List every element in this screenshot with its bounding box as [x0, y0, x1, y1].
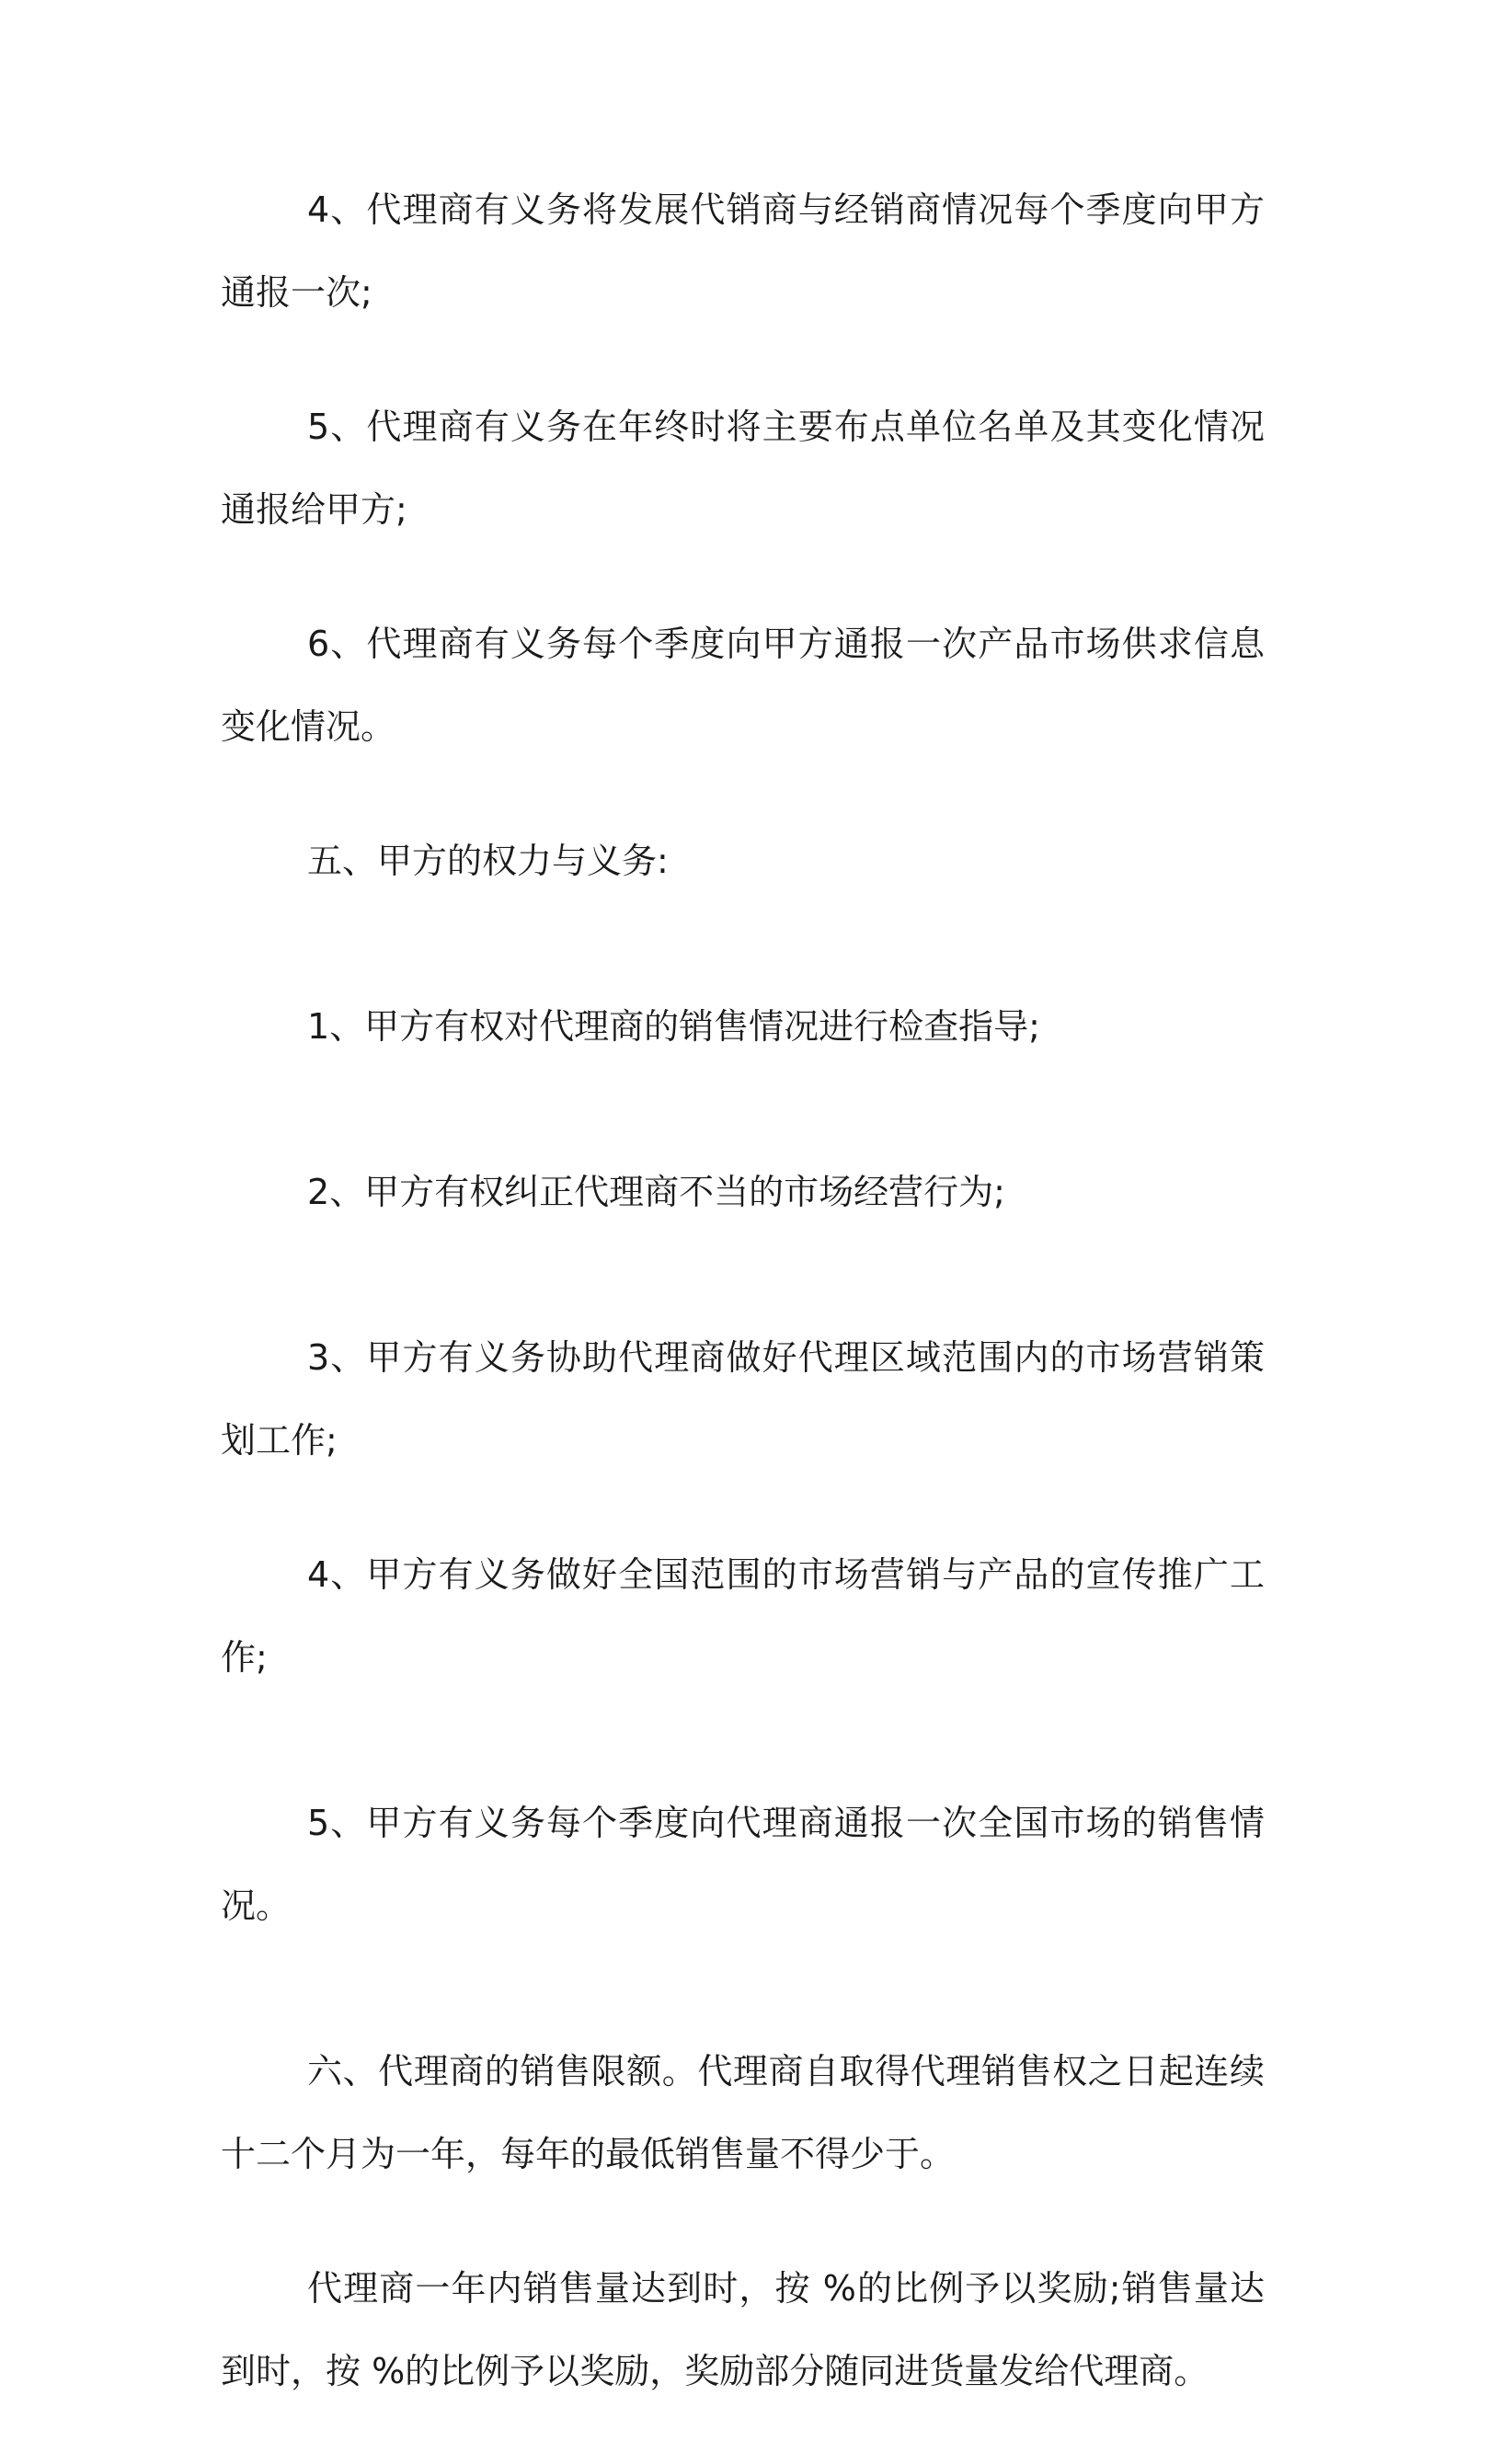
clause-party-a-5: 5、甲方有义务每个季度向代理商通报一次全国市场的销售情况。 [221, 1803, 1265, 1926]
clause-agent-obligation-6: 6、代理商有义务每个季度向甲方通报一次产品市场供求信息变化情况。 [221, 624, 1265, 747]
clause-party-a-3: 3、甲方有义务协助代理商做好代理区域范围内的市场营销策划工作; [221, 1337, 1265, 1461]
clause-agent-obligation-4: 4、代理商有义务将发展代销商与经销商情况每个季度向甲方通报一次; [221, 189, 1265, 313]
section-sales-quota: 六、代理商的销售限额。代理商自取得代理销售权之日起连续十二个月为一年，每年的最低销售量不得少于。 [221, 2051, 1265, 2174]
clause-agent-obligation-5: 5、代理商有义务在年终时将主要布点单位名单及其变化情况通报给甲方; [221, 407, 1265, 530]
clause-sales-reward: 代理商一年内销售量达到时，按 %的比例予以奖励;销售量达到时，按 %的比例予以奖励，奖励部分随同进货量发给代理商。 [221, 2268, 1265, 2391]
section-heading-party-a-rights: 五、甲方的权力与义务: [307, 841, 669, 881]
clause-party-a-4: 4、甲方有义务做好全国范围的市场营销与产品的宣传推广工作; [221, 1554, 1265, 1678]
clause-party-a-1: 1、甲方有权对代理商的销售情况进行检查指导; [307, 1006, 1040, 1047]
clause-party-a-2: 2、甲方有权纠正代理商不当的市场经营行为; [307, 1172, 1005, 1212]
document-body [221, 168, 1265, 2464]
